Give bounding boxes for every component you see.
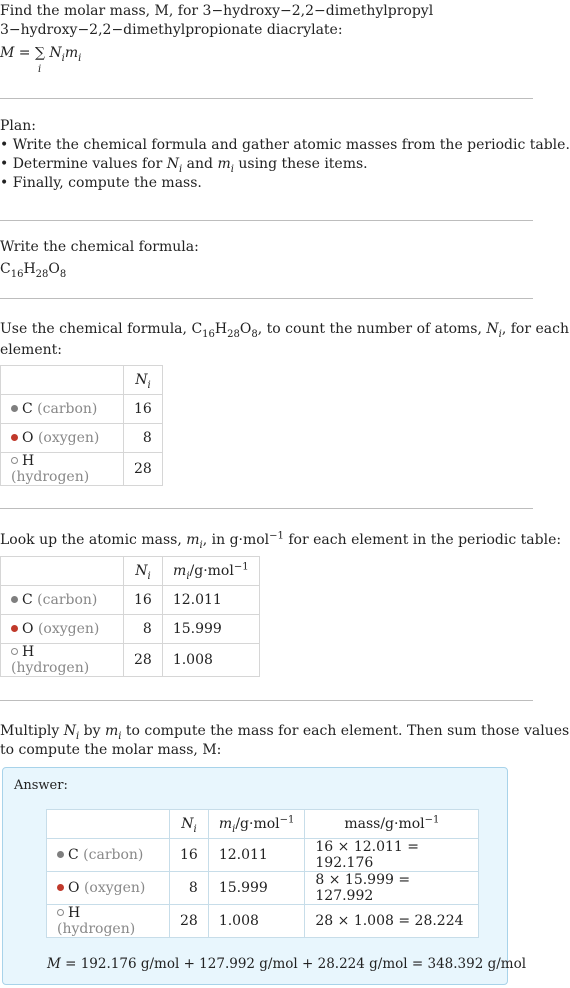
mass-cell: 28 × 1.008 = 28.224 bbox=[305, 905, 479, 938]
intro-line-1: Find the molar mass, M, for 3−hydroxy−2,2−dimethylpropyl bbox=[0, 3, 434, 19]
table-row bbox=[47, 905, 479, 938]
divider bbox=[0, 220, 533, 221]
table-header-row bbox=[47, 810, 479, 839]
element-cell: H (hydrogen) bbox=[47, 905, 170, 938]
col-header-ni: $N_i$ bbox=[124, 557, 163, 586]
table-row bbox=[1, 615, 260, 644]
ni-cell: 16 bbox=[170, 839, 209, 872]
intro-formula: M = ∑ i $N_im_i$ bbox=[0, 45, 82, 75]
lookup-section bbox=[0, 530, 562, 551]
col-header-mass: mass/g·mol$^{-1}$ bbox=[305, 810, 479, 839]
hydrogen-dot-icon bbox=[57, 909, 64, 916]
hydrogen-dot-icon bbox=[11, 648, 18, 655]
hydrogen-dot-icon bbox=[11, 457, 18, 464]
element-cell: C (carbon) bbox=[1, 395, 124, 424]
col-header-mi: $m_i/g\cdot mol^{-1}$ bbox=[208, 810, 305, 839]
ni-cell: 8 bbox=[124, 615, 163, 644]
ni-cell: 28 bbox=[124, 453, 163, 486]
multiply-text-line-2: to compute the molar mass, M: bbox=[0, 742, 222, 758]
lookup-text: Look up the atomic mass, $m_i$, in g·mol$^{-1}$ for each element in the periodic table: bbox=[0, 530, 562, 551]
table-row bbox=[47, 872, 479, 905]
ni-cell: 8 bbox=[170, 872, 209, 905]
intro-line-2: 3−hydroxy−2,2−dimethylpropionate diacrylate: bbox=[0, 22, 343, 38]
table-row bbox=[1, 424, 163, 453]
table-row bbox=[1, 644, 260, 677]
col-header-mi: $m_i/g\cdot mol^{-1}$ bbox=[162, 557, 259, 586]
multiply-section bbox=[0, 722, 570, 760]
formula-section bbox=[0, 238, 533, 279]
divider bbox=[0, 700, 533, 701]
count-section bbox=[0, 320, 569, 360]
divider bbox=[0, 508, 533, 509]
count-text-line-2: element: bbox=[0, 342, 62, 358]
formula-heading: Write the chemical formula: bbox=[0, 239, 199, 255]
carbon-dot-icon bbox=[11, 596, 18, 603]
intro-section bbox=[0, 2, 533, 75]
answer-table bbox=[46, 809, 479, 938]
mi-cell: 12.011 bbox=[162, 586, 259, 615]
divider bbox=[0, 98, 533, 99]
ni-cell: 16 bbox=[124, 395, 163, 424]
plan-heading: Plan: bbox=[0, 118, 36, 134]
col-header-ni: $N_i$ bbox=[124, 366, 163, 395]
element-cell: O (oxygen) bbox=[1, 615, 124, 644]
table-header-row bbox=[1, 366, 163, 395]
table-row bbox=[1, 453, 163, 486]
chemical-formula: $C_{16}H_{28}O_8$ bbox=[0, 261, 67, 280]
mi-cell: 12.011 bbox=[208, 839, 305, 872]
multiply-text-line-1: Multiply $N_i$ by $m_i$ to compute the mass for each element. Then sum those values bbox=[0, 723, 570, 742]
element-cell: H (hydrogen) bbox=[1, 453, 124, 486]
mass-cell: 8 × 15.999 = 127.992 bbox=[305, 872, 479, 905]
mi-cell: 15.999 bbox=[162, 615, 259, 644]
mi-cell: 15.999 bbox=[208, 872, 305, 905]
ni-cell: 28 bbox=[170, 905, 209, 938]
table-header-row bbox=[1, 557, 260, 586]
oxygen-dot-icon bbox=[57, 884, 64, 891]
ni-cell: 16 bbox=[124, 586, 163, 615]
mass-cell: 16 × 12.011 = 192.176 bbox=[305, 839, 479, 872]
count-text-line-1: Use the chemical formula, $C_{16}H_{28}O_8$, to count the number of atoms, $N_i$, for each bbox=[0, 321, 569, 340]
carbon-dot-icon bbox=[57, 851, 64, 858]
table-row bbox=[1, 586, 260, 615]
element-cell: O (oxygen) bbox=[1, 424, 124, 453]
mi-cell: 1.008 bbox=[162, 644, 259, 677]
plan-step-3: • Finally, compute the mass. bbox=[0, 175, 202, 191]
oxygen-dot-icon bbox=[11, 434, 18, 441]
element-cell: O (oxygen) bbox=[47, 872, 170, 905]
divider bbox=[0, 298, 533, 299]
plan-section bbox=[0, 117, 570, 193]
oxygen-dot-icon bbox=[11, 625, 18, 632]
plan-step-2: • Determine values for $N_i$ and $m_i$ using these items. bbox=[0, 156, 368, 175]
col-header-ni: $N_i$ bbox=[170, 810, 209, 839]
lookup-table bbox=[0, 556, 260, 677]
ni-cell: 28 bbox=[124, 644, 163, 677]
element-cell: C (carbon) bbox=[47, 839, 170, 872]
table-row bbox=[1, 395, 163, 424]
mi-cell: 1.008 bbox=[208, 905, 305, 938]
answer-box bbox=[2, 767, 527, 985]
count-table bbox=[0, 365, 163, 486]
carbon-dot-icon bbox=[11, 405, 18, 412]
plan-step-1: • Write the chemical formula and gather atomic masses from the periodic table. bbox=[0, 137, 570, 153]
molar-mass-result: M = 192.176 g/mol + 127.992 g/mol + 28.224 g/mol = 348.392 g/mol bbox=[47, 956, 527, 972]
answer-label: Answer: bbox=[14, 778, 68, 793]
ni-cell: 8 bbox=[124, 424, 163, 453]
table-row bbox=[47, 839, 479, 872]
element-cell: H (hydrogen) bbox=[1, 644, 124, 677]
element-cell: C (carbon) bbox=[1, 586, 124, 615]
